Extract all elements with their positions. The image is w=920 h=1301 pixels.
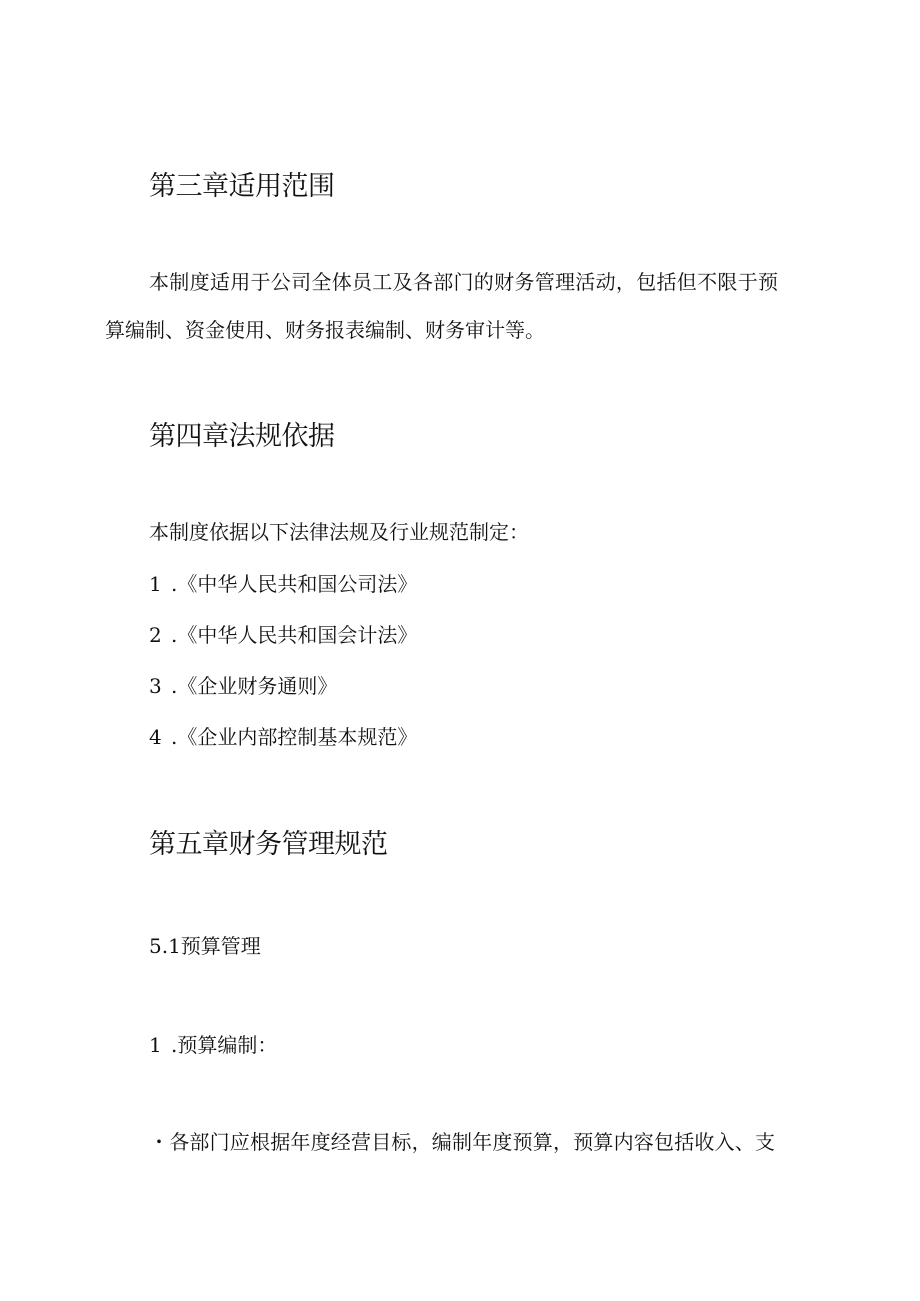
list-item (149, 725, 417, 749)
list-item-text: .《中华人民共和国公司法》 (171, 572, 418, 596)
list-item-number: 2 (149, 623, 162, 647)
regulations-intro: 本制度依据以下法律法规及行业规范制定： (149, 520, 529, 544)
chapter-3-title: 第三章适用范围 (149, 171, 335, 202)
chapter-5-title: 第五章财务管理规范 (149, 829, 388, 860)
list-item-number: 3 (149, 674, 162, 698)
list-item-text: .预算编制： (171, 1033, 278, 1057)
list-item (149, 572, 417, 596)
scope-paragraph-line-1: 本制度适用于公司全体员工及各部门的财务管理活动，包括但不限于预 (149, 270, 779, 294)
list-item-text: .《中华人民共和国会计法》 (171, 623, 418, 647)
list-item-text: .《企业财务通则》 (171, 674, 338, 698)
scope-paragraph-line-2: 算编制、资金使用、财务报表编制、财务审计等。 (105, 318, 545, 342)
list-item (149, 674, 337, 698)
list-item (149, 623, 417, 647)
list-item-number: 1 (149, 572, 162, 596)
list-item-text: .《企业内部控制基本规范》 (171, 725, 418, 749)
list-item-number: 4 (149, 725, 162, 749)
budget-preparation-item (149, 1033, 277, 1057)
list-item-number: 1 (149, 1033, 162, 1057)
chapter-4-title: 第四章法规依据 (149, 421, 335, 452)
budget-bullet-paragraph: ・各部门应根据年度经营目标，编制年度预算，预算内容包括收入、支 (149, 1130, 776, 1154)
section-5-1-heading: 5.1预算管理 (149, 934, 261, 958)
